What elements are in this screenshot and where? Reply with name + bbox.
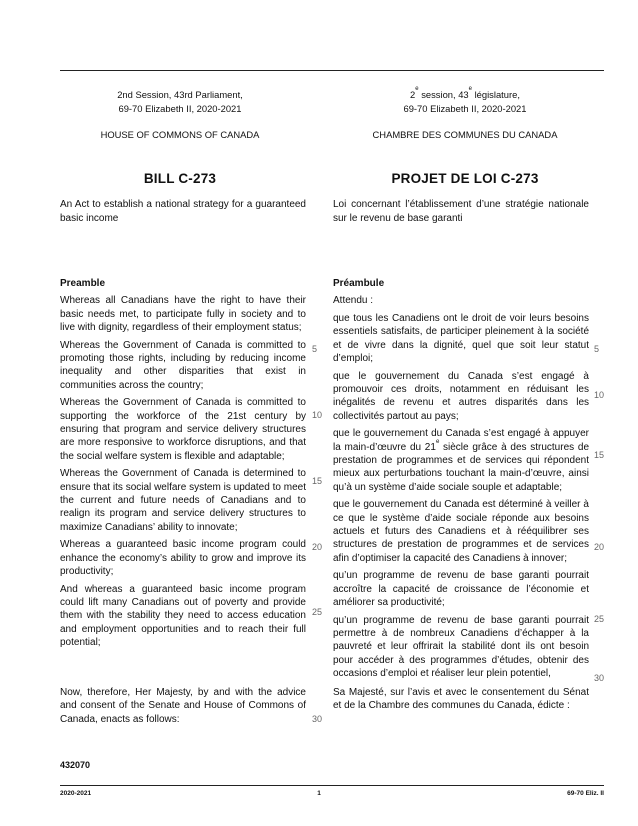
preamble-paragraph-fr: que tous les Canadiens ont le droit de voir leurs besoins essentiels satisfaits, de participer pleinement à la société et de vivre dans la dignité, quel que soit leur statut d’emploi; [333,313,589,364]
line-number: 15 [594,450,605,460]
preamble-paragraph-en: Whereas the Government of Canada is committed to promoting those rights, including by reducing income inequality and other disparities that exist in communities across the country; [60,339,306,391]
header-fr [345,88,585,142]
line-number: 15 [312,476,323,486]
line-number: 30 [594,673,605,683]
line-number: 10 [312,410,323,420]
years-en: 69-70 Elizabeth II, 2020-2021 [118,103,242,114]
bill-number-en: BILL C-273 [143,171,217,186]
session-en: 2nd Session, 43rd Parliament, [117,89,243,100]
years-fr: 69-70 Elizabeth II, 2020-2021 [403,103,527,114]
bill-title-fr: Loi concernant l’établissement d’une stratégie nationale sur le revenu de base garanti [333,199,589,224]
line-number: 20 [312,542,323,552]
line-number: 20 [594,542,605,552]
line-number: 10 [594,390,605,400]
preamble-paragraph-en: Whereas all Canadians have the right to have their basic needs met, to participate fully in society and to live with dignity, regardless of their employment status; [60,295,306,333]
line-number: 25 [594,614,605,624]
session-fr: 2e session, 43e législature, [410,86,520,100]
document-number: 432070 [60,760,91,770]
enacting-clause-fr: Sa Majesté, sur l’avis et avec le consentement du Sénat et de la Chambre des communes du Canada, édicte : [333,687,589,712]
chamber-en: HOUSE OF COMMONS OF CANADA [100,129,260,140]
enacting-clause-en: Now, therefore, Her Majesty, by and with the advice and consent of the Senate and House of Commons of Canada, enacts as follows: [60,687,306,725]
bill-title-en: An Act to establish a national strategy for a guaranteed basic income [60,199,306,224]
bill-number-fr: PROJET DE LOI C-273 [391,171,539,186]
preamble-paragraph-fr: que le gouvernement du Canada s’est engagé à promouvoir ces droits, notamment en réduisant les inégalités de revenu et autres disparités dans les collectivités partout au pays; [333,370,589,422]
preamble-paragraph-en: And whereas a guaranteed basic income program could lift many Canadians out of poverty and provide them with the stability they need to access education and employment opportunities and to reach their full potential; [60,583,306,648]
preamble-paragraph-fr: que le gouvernement du Canada s’est engagé à appuyer la main-d’œuvre du 21e siècle grâce à des structures de prestation de programmes et de services qui répondent mieux aux perturbations touchant la main-d’œuvre, ainsi qu’à un système d’aide sociale souple et adaptable; [333,428,590,493]
preamble-paragraph-fr: qu’un programme de revenu de base garanti pourrait accroître la capacité de croissance de l’économie et améliorer sa productivité; [333,570,589,609]
preamble-paragraph-fr: que le gouvernement du Canada est déterminé à veiller à ce que le système d’aide sociale réponde aux besoins actuels et futurs des Canadiens et à rééquilibrer ses structures de prestation de programmes et de services afin d’optimiser la capacité des Canadiens à innover; [333,499,589,564]
preamble-fr [333,277,589,685]
chamber-fr: CHAMBRE DES COMMUNES DU CANADA [372,129,558,140]
top-rule [60,70,604,71]
preamble-paragraph-en: Whereas a guaranteed basic income program could enhance the economy’s ability to grow and improve its productivity; [60,539,306,577]
header-en [60,88,300,142]
footer-session: 2020-2021 [60,790,92,797]
line-number: 30 [312,714,323,724]
preamble-paragraph-en: Whereas the Government of Canada is determined to ensure that its social welfare system is updated to meet the current and future needs of Canadians and to realign its program and service delivery structures to maximize Canadians’ ability to innovate; [60,468,306,533]
preamble-intro-fr: Attendu : [333,295,374,307]
footer-rule [60,785,604,786]
preamble-paragraph-en: Whereas the Government of Canada is committed to supporting the workforce of the 21st century by ensuring that program and service delivery structures are more responsive to workforce disruptions, and that the social welfare system is flexible and adaptable; [60,397,306,462]
preamble-heading-en: Preamble [60,278,106,289]
line-number: 5 [594,344,600,354]
line-number: 5 [312,344,318,354]
preamble-en [60,277,306,654]
page-number: 1 [317,790,321,797]
footer-regnal-year: 69-70 Eliz. II [567,790,604,797]
preamble-paragraph-fr: qu’un programme de revenu de base garanti pourrait permettre à de nombreux Canadiens d’échapper à la pauvreté et leur offrirait la stabilité dont ils ont besoin pour accéder à des programmes d’études, obtenir des occasions d’emploi et réaliser leur plein potentiel, [333,614,589,680]
preamble-heading-fr: Préambule [333,278,385,289]
line-number: 25 [312,607,323,617]
